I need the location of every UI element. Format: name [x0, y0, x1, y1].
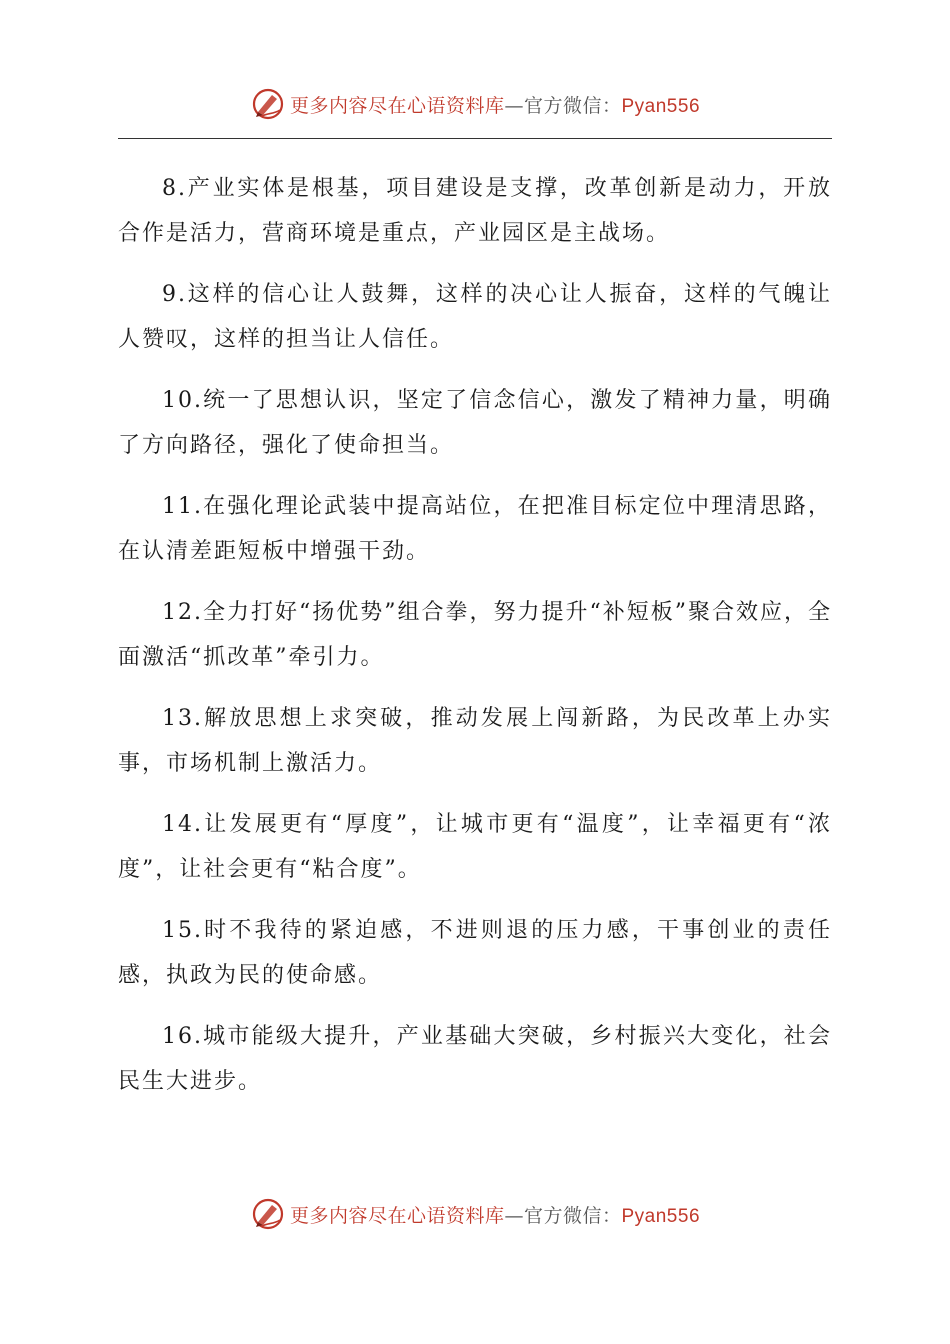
banner-label: 官方微信： [523, 1204, 622, 1227]
header-divider [118, 138, 832, 139]
paragraph-12: 12.全力打好“扬优势”组合拳，努力提升“补短板”聚合效应，全面激活“抓改革”牵引力。 [118, 600, 832, 670]
paragraph-11: 11.在强化理论武装中提高站位，在把准目标定位中理清思路，在认清差距短板中增强干劲。 [118, 494, 832, 564]
banner-prefix: 更多内容尽在心语资料库 [289, 94, 505, 117]
paragraph-15: 15.时不我待的紧迫感，不进则退的压力感，干事创业的责任感，执政为民的使命感。 [118, 918, 832, 988]
footer-banner [0, 1194, 950, 1234]
banner-dash: — [504, 1204, 524, 1227]
banner-dash: — [504, 94, 524, 117]
paragraph-14: 14.让发展更有“厚度”，让城市更有“温度”，让幸福更有“浓度”，让社会更有“粘合度”。 [118, 812, 832, 882]
header-banner [0, 84, 950, 124]
banner-handle: Pyan556 [621, 1205, 701, 1227]
banner-label: 官方微信： [523, 94, 622, 117]
paragraph-16: 16.城市能级大提升，产业基础大突破，乡村振兴大变化，社会民生大进步。 [118, 1024, 832, 1094]
paragraph-13: 13.解放思想上求突破，推动发展上闯新路，为民改革上办实事，市场机制上激活力。 [118, 706, 832, 776]
paragraph-8: 8.产业实体是根基，项目建设是支撑，改革创新是动力，开放合作是活力，营商环境是重点，产业园区是主战场。 [118, 176, 832, 246]
pen-circle-logo-icon [250, 1196, 286, 1232]
banner-prefix: 更多内容尽在心语资料库 [289, 1204, 505, 1227]
banner-handle: Pyan556 [621, 95, 701, 117]
banner-text [290, 1201, 700, 1228]
banner-text [290, 91, 700, 118]
paragraph-10: 10.统一了思想认识，坚定了信念信心，激发了精神力量，明确了方向路径，强化了使命担当。 [118, 388, 832, 458]
document-body [118, 166, 832, 1120]
pen-circle-logo-icon [250, 86, 286, 122]
paragraph-9: 9.这样的信心让人鼓舞，这样的决心让人振奋，这样的气魄让人赞叹，这样的担当让人信任。 [118, 282, 832, 352]
